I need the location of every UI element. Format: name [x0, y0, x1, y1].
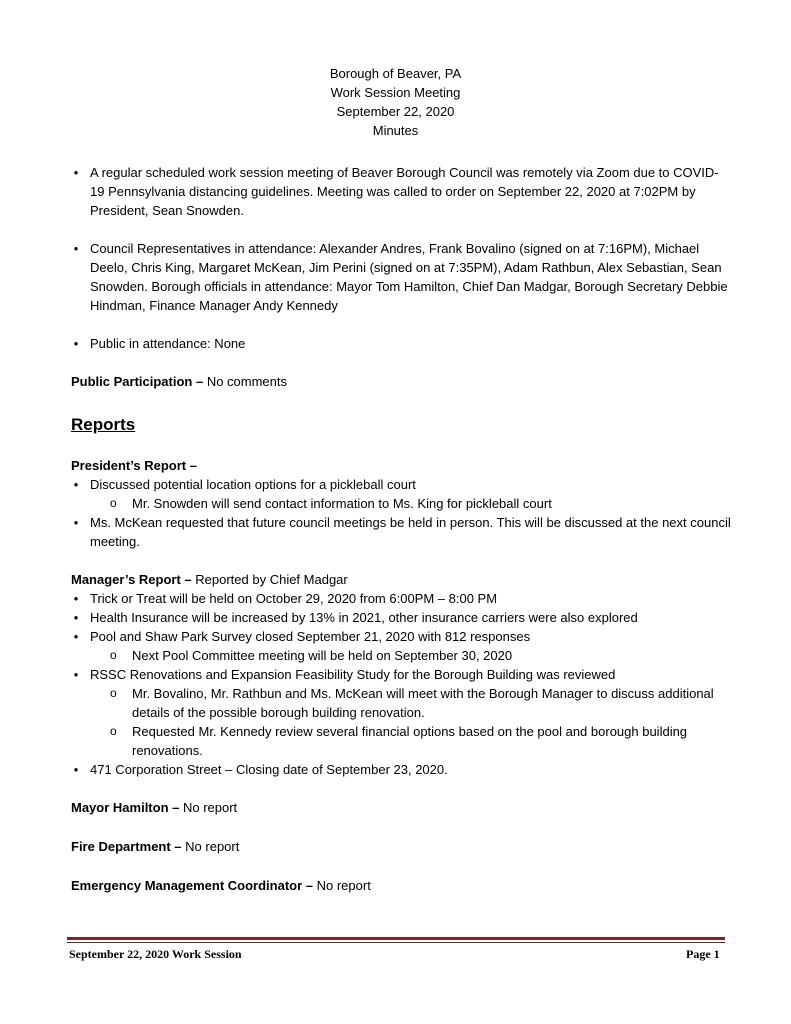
intro-item-text: Public in attendance: None: [90, 336, 246, 351]
bullet-icon: •: [73, 336, 79, 351]
list-item-text: Pool and Shaw Park Survey closed September 21, 2020 with 812 responses: [90, 629, 531, 644]
sub-list-item-text: Requested Mr. Kennedy review several financial options based on the pool and borough building renovations.: [132, 724, 688, 758]
list-item-text: Trick or Treat will be held on October 29, 2020 from 6:00PM – 8:00 PM: [90, 591, 498, 606]
bullet-icon: •: [73, 667, 79, 682]
mayor-report-text: No report: [179, 800, 238, 815]
president-report-title: President’s Report –: [71, 458, 197, 473]
manager-report: [71, 570, 348, 589]
list-item: [71, 760, 731, 779]
header-meeting-type: Work Session Meeting: [330, 85, 461, 100]
list-item: [71, 665, 731, 760]
sub-list: [90, 684, 731, 760]
list-item: [71, 513, 731, 551]
intro-item-text: Council Representatives in attendance: Alexander Andres, Frank Bovalino (signed on at 7:16PM), Michael Deelo, Chris King, Margaret McKean, Jim Perini (signed on at 7:35PM), Adam Rathbun, Alex Sebastian, Sean Snowden. Borough officials in attendance: Mayor Tom Hamilton, Chief Dan Madgar, Borough Secretary Debbie Hindman, Finance Manager Andy Kennedy: [90, 241, 728, 313]
manager-report-subtitle: Reported by Chief Madgar: [191, 572, 348, 587]
list-item: [71, 608, 731, 627]
list-item-text: Health Insurance will be increased by 13% in 2021, other insurance carriers were also explored: [90, 610, 638, 625]
emergency-management-title: Emergency Management Coordinator –: [71, 878, 313, 893]
president-report-label: [71, 456, 197, 475]
sub-list-item: [110, 646, 731, 665]
page-number: Page 1: [686, 947, 720, 961]
public-participation: [71, 372, 287, 391]
mayor-report: [71, 798, 237, 817]
sub-list-item: [110, 684, 731, 722]
bullet-icon: •: [73, 629, 79, 644]
president-report-list: [71, 475, 731, 551]
footer-rule-thin: [67, 942, 725, 943]
sub-list-item-text: Mr. Bovalino, Mr. Rathbun and Ms. McKean will meet with the Borough Manager to discuss additional details of the possible borough building renovation.: [132, 686, 714, 720]
header-date: September 22, 2020: [336, 104, 455, 119]
sub-bullet-icon: o: [110, 686, 117, 700]
bullet-icon: •: [73, 762, 79, 777]
sub-list-item: [110, 494, 731, 513]
footer-rule-thick: [67, 937, 725, 940]
sub-list-item-text: Mr. Snowden will send contact information to Ms. King for pickleball court: [132, 496, 552, 511]
emergency-management-report: [71, 876, 371, 895]
reports-heading: Reports: [71, 415, 136, 434]
intro-item-text: A regular scheduled work session meeting of Beaver Borough Council was remotely via Zoom due to COVID-19 Pennsylvania distancing guidelines. Meeting was called to order on September 22, 2020 at 7:02PM by President, Sean Snowden.: [90, 165, 719, 218]
bullet-icon: •: [73, 241, 79, 256]
public-participation-label: Public Participation –: [71, 374, 204, 389]
fire-department-title: Fire Department –: [71, 839, 182, 854]
list-item-text: 471 Corporation Street – Closing date of September 23, 2020.: [90, 762, 448, 777]
intro-item: [71, 239, 731, 315]
bullet-icon: •: [73, 610, 79, 625]
bullet-icon: •: [73, 165, 79, 180]
sub-list: [90, 494, 731, 513]
list-item-text: Ms. McKean requested that future council meetings be held in person. This will be discussed at the next council meeting.: [90, 515, 731, 549]
fire-department-report: [71, 837, 239, 856]
intro-item: [71, 334, 731, 353]
fire-department-text: No report: [181, 839, 240, 854]
mayor-report-title: Mayor Hamilton –: [71, 800, 180, 815]
manager-report-title: Manager’s Report –: [71, 572, 192, 587]
manager-report-list: [71, 589, 731, 779]
public-participation-text: No comments: [203, 374, 288, 389]
bullet-icon: •: [73, 591, 79, 606]
intro-list: [71, 163, 731, 353]
list-item: [71, 589, 731, 608]
footer-title: September 22, 2020 Work Session: [69, 947, 242, 961]
header-doc-type: Minutes: [372, 123, 419, 138]
bullet-icon: •: [73, 515, 79, 530]
header-org: Borough of Beaver, PA: [329, 66, 462, 81]
list-item: [71, 475, 731, 513]
sub-list-item: [110, 722, 731, 760]
emergency-management-text: No report: [313, 878, 371, 893]
list-item-text: RSSC Renovations and Expansion Feasibility Study for the Borough Building was reviewed: [90, 667, 616, 682]
sub-bullet-icon: o: [110, 648, 117, 662]
bullet-icon: •: [73, 477, 79, 492]
document-header: [0, 64, 791, 140]
list-item: [71, 627, 731, 665]
intro-item: [71, 163, 731, 220]
list-item-text: Discussed potential location options for a pickleball court: [90, 477, 416, 492]
sub-bullet-icon: o: [110, 724, 117, 738]
sub-list-item-text: Next Pool Committee meeting will be held on September 30, 2020: [132, 648, 513, 663]
sub-bullet-icon: o: [110, 496, 117, 510]
sub-list: [90, 646, 731, 665]
